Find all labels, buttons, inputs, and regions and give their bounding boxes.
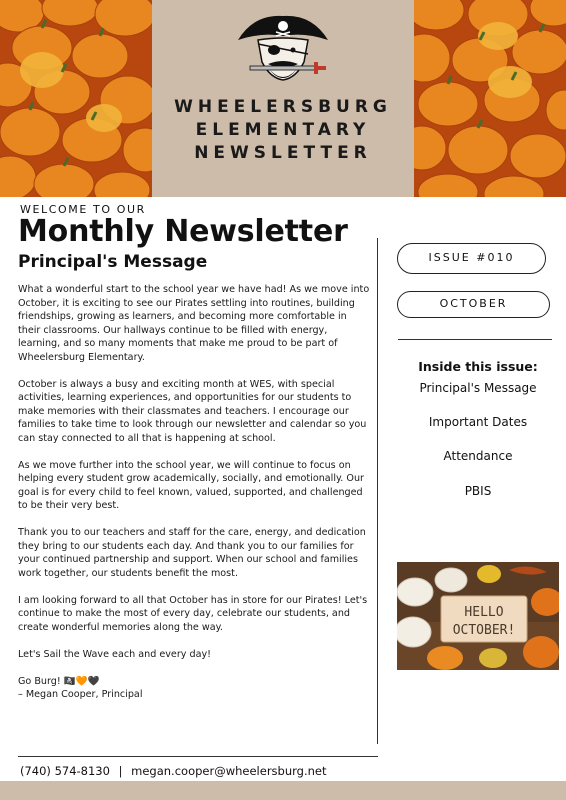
pumpkins-photo-right [414,0,566,197]
inside-item-principals-message[interactable]: Principal's Message [419,381,537,395]
letter-paragraph: October is always a busy and exciting month at WES, with special activities, learning experiences, and opportunities for our students to make memories with their classmates and teachers. I encourage our families to take time to look through our newsletter and calendar so you can stay connected to all that is happening at school. [18,378,367,444]
column-divider [377,238,378,744]
contact-separator: | [118,764,123,778]
pirate-mascot-icon [234,12,332,86]
sidebar-divider [398,339,552,340]
pumpkins-illustration [0,0,152,197]
welcome-label: WELCOME TO OUR [20,203,146,216]
section-heading-principal: Principal's Message [18,252,208,272]
hello-october-photo [397,562,559,670]
october-text: OCTOBER! [452,623,516,638]
pumpkins-illustration [414,0,566,197]
school-title-line-1: WHEELERSBURG [174,97,392,117]
letter-signoff: Go Burg! 🏴‍☠️🧡🖤 [18,675,100,687]
letter-paragraph: What a wonderful start to the school year we have had! As we move into October, it is exciting to see our Pirates settling into routines, building friendships, growing as learners, and becoming more comfortable in their classrooms. Our hallways continue to be filled with energy, learning, and so many moments that make me proud to be part of Wheelersburg Elementary. [18,284,370,363]
inside-item-important-dates[interactable]: Important Dates [428,415,528,429]
inside-issue-heading: Inside this issue: [418,359,538,374]
hello-text: HELLO [464,605,504,620]
letter-paragraph: I am looking forward to all that October has in store for our Pirates! Let's continue to make the most of every day, celebrate our students, and create wonderful memories along the way. [18,594,368,633]
letter-paragraph: Let's Sail the Wave each and every day! [18,648,211,660]
email-address[interactable]: megan.cooper@wheelersburg.net [131,764,327,778]
principal-letter [18,283,370,702]
issue-badge: ISSUE #010 [397,243,546,274]
title-panel [152,0,414,197]
inside-item-attendance[interactable]: Attendance [443,449,513,463]
newsletter-header [0,0,566,197]
pumpkins-photo-left [0,0,152,197]
page-title: Monthly Newsletter [18,214,348,249]
footer-contact [20,764,326,778]
letter-paragraph: Thank you to our teachers and staff for the care, energy, and dedication they bring to our students each day. And thank you to our families for your continued partnership and support. When our school and families work together, our students benefit the most. [18,527,366,579]
footer-divider [18,756,378,757]
phone-number[interactable]: (740) 574-8130 [20,764,110,778]
school-title-line-3: NEWSLETTER [194,143,372,163]
school-title [152,96,414,165]
letter-signature: – Megan Cooper, Principal [18,689,143,700]
letter-paragraph: As we move further into the school year, we will continue to focus on helping every student grow academically, socially, and emotionally. Our goal is for every child to feel known, valued, supported, and challenged to be their very best. [18,459,364,511]
inside-item-pbis[interactable]: PBIS [464,484,492,498]
month-badge: OCTOBER [397,291,550,318]
footer-bar [0,781,566,800]
school-title-line-2: ELEMENTARY [195,120,371,140]
